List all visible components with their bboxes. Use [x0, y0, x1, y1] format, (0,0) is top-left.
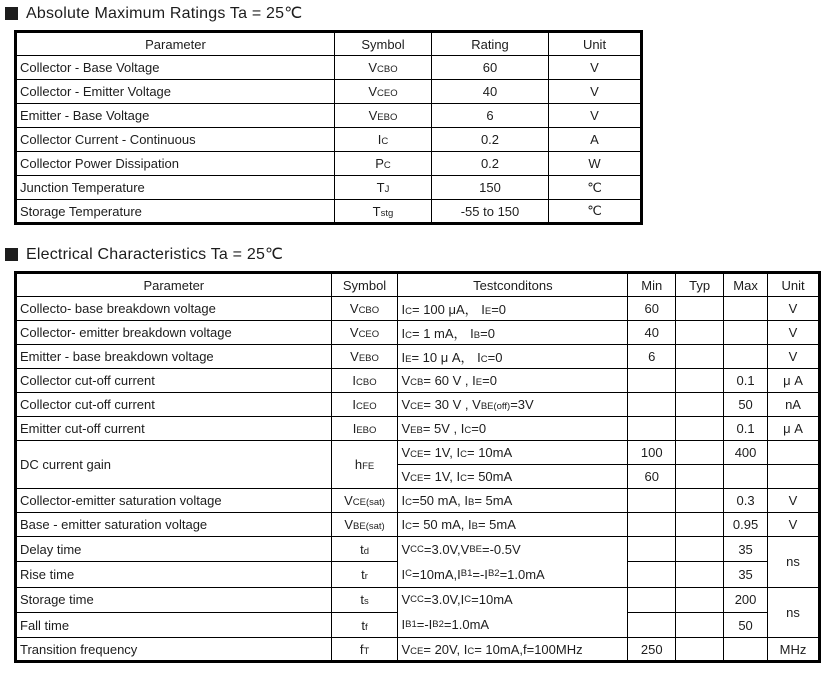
table-row	[16, 417, 820, 441]
abs-max-title-text: Absolute Maximum Ratings Ta = 25℃	[26, 5, 303, 22]
table-cell: Collector - Emitter Voltage	[16, 80, 335, 104]
table-cell: VCEO	[331, 321, 398, 345]
abs-max-table	[14, 30, 643, 225]
table-cell: td	[331, 537, 398, 562]
table-cell	[724, 465, 768, 489]
table-cell: ICEO	[331, 393, 398, 417]
elec-char-table	[14, 271, 821, 663]
table-cell: 6	[432, 104, 549, 128]
table-cell	[724, 638, 768, 662]
table-cell: VCE= 1V, IC= 10mA	[398, 441, 628, 465]
column-header: Symbol	[335, 32, 432, 56]
table-cell	[724, 345, 768, 369]
table-cell	[676, 612, 724, 637]
table-cell: Collector- emitter breakdown voltage	[16, 321, 332, 345]
table-cell: ns	[768, 587, 820, 638]
table-cell: 40	[628, 321, 676, 345]
table-cell	[628, 393, 676, 417]
table-cell: Storage time	[16, 587, 332, 612]
table-cell	[628, 417, 676, 441]
table-cell: IEBO	[331, 417, 398, 441]
table-cell: Emitter cut-off current	[16, 417, 332, 441]
table-cell: Delay time	[16, 537, 332, 562]
table-cell: tr	[331, 562, 398, 587]
table-cell: ns	[768, 537, 820, 588]
table-cell: 40	[432, 80, 549, 104]
table-cell: -55 to 150	[432, 200, 549, 224]
table-cell: VCBO	[335, 56, 432, 80]
black-square-bullet-icon	[5, 7, 18, 20]
table-row	[16, 176, 642, 200]
column-header: Parameter	[16, 32, 335, 56]
abs-max-section-title	[5, 4, 821, 22]
table-cell: Emitter - Base Voltage	[16, 104, 335, 128]
table-cell: V	[768, 489, 820, 513]
table-cell: Fall time	[16, 612, 332, 637]
column-header: Testconditons	[398, 273, 628, 297]
table-cell: tf	[331, 612, 398, 637]
table-row	[16, 638, 820, 662]
table-row	[16, 489, 820, 513]
table-cell: VEBO	[335, 104, 432, 128]
table-cell: ts	[331, 587, 398, 612]
table-cell: Collecto- base breakdown voltage	[16, 297, 332, 321]
table-row	[16, 104, 642, 128]
table-cell: 35	[724, 562, 768, 587]
table-cell: TJ	[335, 176, 432, 200]
table-cell: V	[549, 56, 642, 80]
elec-char-title-text: Electrical Characteristics Ta = 25℃	[26, 246, 284, 263]
table-row	[16, 200, 642, 224]
header-row	[16, 32, 642, 56]
table-cell: VEB= 5V , IC=0	[398, 417, 628, 441]
table-row	[16, 128, 642, 152]
table-cell	[676, 513, 724, 537]
table-cell: IC= 1 mA， IB=0	[398, 321, 628, 345]
table-cell: 50	[724, 612, 768, 637]
column-header: Unit	[549, 32, 642, 56]
table-cell: Transition frequency	[16, 638, 332, 662]
table-cell	[676, 321, 724, 345]
table-cell: V CC =3.0V,V BE =-0.5V I C =10mA,I B1 =-I B2 =1.0mA	[398, 537, 628, 588]
table-cell: Collector-emitter saturation voltage	[16, 489, 332, 513]
table-cell: 250	[628, 638, 676, 662]
table-cell: 35	[724, 537, 768, 562]
elec-char-section-title	[5, 245, 821, 263]
table-cell: 200	[724, 587, 768, 612]
table-cell: IC=50 mA, IB= 5mA	[398, 489, 628, 513]
table-cell	[724, 321, 768, 345]
table-cell: 400	[724, 441, 768, 465]
table-row	[16, 345, 820, 369]
table-cell	[676, 562, 724, 587]
table-cell	[676, 465, 724, 489]
table-cell: Rise time	[16, 562, 332, 587]
column-header: Max	[724, 273, 768, 297]
table-cell	[676, 489, 724, 513]
table-cell: MHz	[768, 638, 820, 662]
table-cell	[676, 393, 724, 417]
table-cell: ℃	[549, 200, 642, 224]
table-cell: Collector Current - Continuous	[16, 128, 335, 152]
table-row	[16, 152, 642, 176]
table-cell: 150	[432, 176, 549, 200]
table-cell	[628, 513, 676, 537]
table-cell	[676, 345, 724, 369]
table-row	[16, 441, 820, 465]
table-cell: 0.2	[432, 152, 549, 176]
table-cell: 60	[628, 297, 676, 321]
table-cell: V	[768, 345, 820, 369]
table-cell: Emitter - base breakdown voltage	[16, 345, 332, 369]
table-cell	[724, 297, 768, 321]
table-cell: IC= 100 μA， IE=0	[398, 297, 628, 321]
table-cell: Collector cut-off current	[16, 369, 332, 393]
table-cell	[676, 297, 724, 321]
column-header: Unit	[768, 273, 820, 297]
table-row	[16, 537, 820, 562]
table-cell	[676, 441, 724, 465]
table-cell: VCEO	[335, 80, 432, 104]
table-cell: VCB= 60 V , IE=0	[398, 369, 628, 393]
table-cell: IC	[335, 128, 432, 152]
table-cell: V	[549, 104, 642, 128]
table-cell: V	[768, 297, 820, 321]
table-cell: VCE= 30 V , VBE(off)=3V	[398, 393, 628, 417]
table-cell: 0.3	[724, 489, 768, 513]
table-cell: Tstg	[335, 200, 432, 224]
table-cell	[628, 612, 676, 637]
column-header: Symbol	[331, 273, 398, 297]
table-cell	[676, 587, 724, 612]
table-cell: A	[549, 128, 642, 152]
table-row	[16, 80, 642, 104]
table-cell: 0.2	[432, 128, 549, 152]
table-cell: V	[549, 80, 642, 104]
table-cell: V	[768, 513, 820, 537]
table-cell	[628, 369, 676, 393]
column-header: Parameter	[16, 273, 332, 297]
table-row	[16, 56, 642, 80]
table-cell: 0.95	[724, 513, 768, 537]
table-cell: nA	[768, 393, 820, 417]
table-cell: 50	[724, 393, 768, 417]
table-cell: Collector - Base Voltage	[16, 56, 335, 80]
table-cell: VEBO	[331, 345, 398, 369]
table-cell	[676, 417, 724, 441]
table-cell: hFE	[331, 441, 398, 489]
table-cell: 60	[628, 465, 676, 489]
table-cell: V	[768, 321, 820, 345]
column-header: Rating	[432, 32, 549, 56]
table-cell: μ A	[768, 369, 820, 393]
table-cell: VCBO	[331, 297, 398, 321]
table-cell	[628, 489, 676, 513]
table-cell: ICBO	[331, 369, 398, 393]
table-cell: Storage Temperature	[16, 200, 335, 224]
table-cell	[628, 537, 676, 562]
table-cell: PC	[335, 152, 432, 176]
table-cell: W	[549, 152, 642, 176]
table-cell: IC= 50 mA, IB= 5mA	[398, 513, 628, 537]
table-cell	[628, 562, 676, 587]
table-cell	[676, 638, 724, 662]
table-cell: Junction Temperature	[16, 176, 335, 200]
table-cell: Base - emitter saturation voltage	[16, 513, 332, 537]
column-header: Typ	[676, 273, 724, 297]
table-row	[16, 297, 820, 321]
table-cell: VCE(sat)	[331, 489, 398, 513]
table-cell: VCE= 1V, IC= 50mA	[398, 465, 628, 489]
table-cell	[676, 537, 724, 562]
table-cell: 100	[628, 441, 676, 465]
table-cell	[768, 465, 820, 489]
table-cell: 0.1	[724, 369, 768, 393]
table-cell: fT	[331, 638, 398, 662]
column-header: Min	[628, 273, 676, 297]
table-cell	[628, 587, 676, 612]
table-cell: 0.1	[724, 417, 768, 441]
table-cell: Collector cut-off current	[16, 393, 332, 417]
header-row	[16, 273, 820, 297]
table-row	[16, 513, 820, 537]
table-row	[16, 393, 820, 417]
table-cell: μ A	[768, 417, 820, 441]
table-cell: VBE(sat)	[331, 513, 398, 537]
table-row	[16, 321, 820, 345]
table-cell: IE= 10 μ A， IC=0	[398, 345, 628, 369]
table-row	[16, 369, 820, 393]
table-cell: Collector Power Dissipation	[16, 152, 335, 176]
table-cell: DC current gain	[16, 441, 332, 489]
table-cell: VCE= 20V, IC= 10mA,f=100MHz	[398, 638, 628, 662]
black-square-bullet-icon	[5, 248, 18, 261]
table-cell: V CC =3.0V,I C =10mA I B1 =-I B2 =1.0mA	[398, 587, 628, 638]
table-cell: 60	[432, 56, 549, 80]
table-cell: ℃	[549, 176, 642, 200]
table-cell: 6	[628, 345, 676, 369]
table-cell	[768, 441, 820, 465]
table-cell	[676, 369, 724, 393]
table-row	[16, 587, 820, 612]
